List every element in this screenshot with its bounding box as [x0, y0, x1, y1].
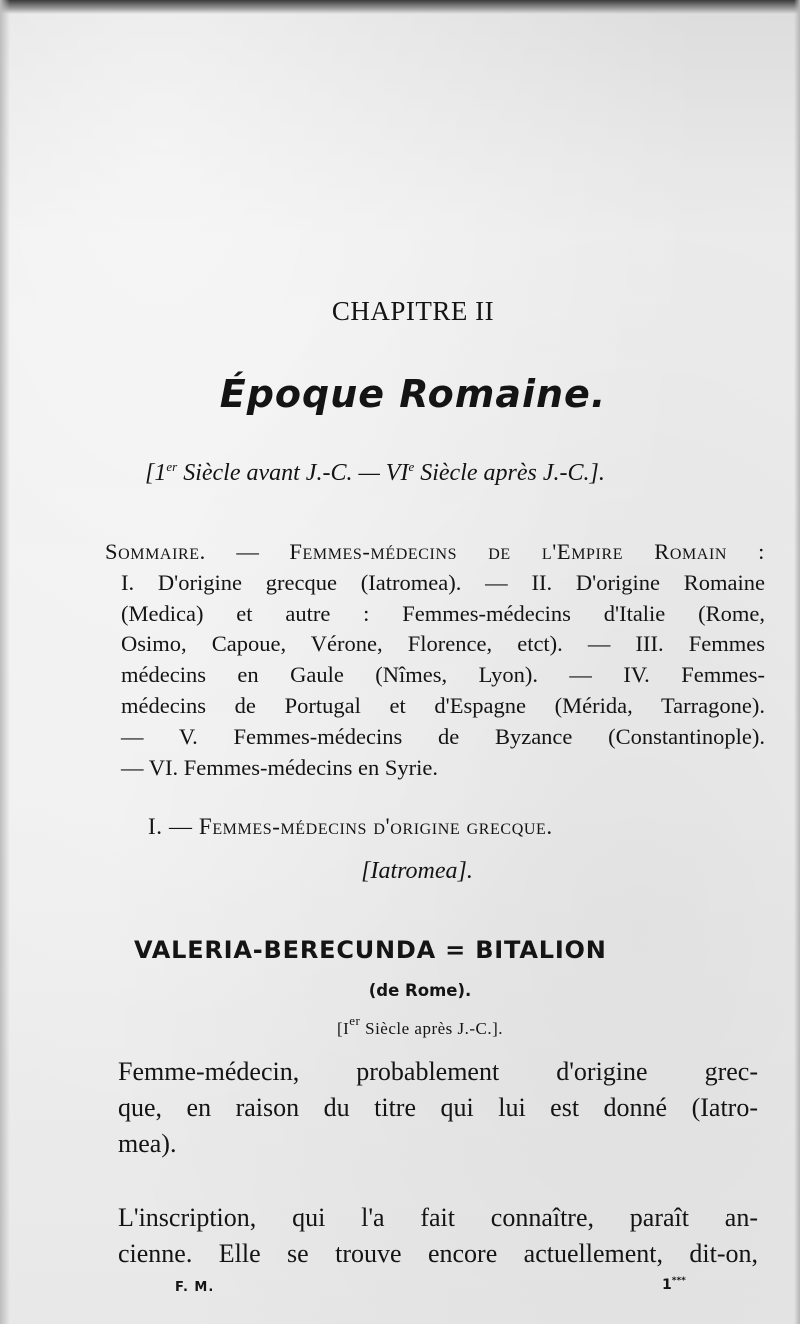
paragraph-line: Femme-médecin, probablement d'origine grec- [118, 1057, 758, 1086]
entry-century-prefix: [I [336, 1019, 350, 1038]
signature-mark: F. M. [175, 1280, 215, 1295]
chapter-heading: CHAPITRE II [331, 296, 495, 326]
entry-century [0, 1013, 800, 1039]
paragraph-line: mea). [118, 1129, 177, 1158]
section-number: I. — [148, 814, 199, 839]
entry-name: VALERIA-BERECUNDA = BITALION [134, 936, 607, 964]
paragraph-line: L'inscription, qui l'a fait connaître, paraît an- [118, 1203, 758, 1232]
section-subtitle: [Iatromea]. [361, 858, 473, 884]
page-number-stars: *** [671, 1276, 686, 1286]
period-sup-1: er [166, 459, 178, 474]
summary-line: — VI. Femmes-médecins en Syrie. [121, 754, 439, 780]
paragraph-1 [118, 1054, 758, 1162]
section-heading [148, 814, 553, 840]
period-ordinal-1: 1 [154, 460, 167, 486]
paragraph-line: cienne. Elle se trouve encore actuellement, dit-on, [118, 1239, 758, 1268]
paragraph-2 [118, 1200, 758, 1272]
page-number-value: 1 [662, 1277, 672, 1293]
period-sup-2: e [408, 459, 415, 474]
period-text-2: Siècle après J.-C.]. [414, 460, 605, 486]
summary-heading: Femmes-médecins de l'Empire Romain : [289, 539, 766, 564]
page-right-edge [794, 0, 800, 1324]
page-number [662, 1276, 686, 1293]
summary-line: médecins en Gaule (Nîmes, Lyon). — IV. Femmes- [121, 662, 765, 688]
period-ordinal-2: VI [385, 460, 409, 486]
summary-line: médecins de Portugal et d'Espagne (Mérida, Tarragone). [121, 692, 765, 718]
entry-origin: (de Rome). [368, 981, 472, 1000]
entry-century-sup: er [349, 1013, 361, 1028]
chapter-title: Époque Romaine. [219, 372, 607, 416]
period-text-1: Siècle avant J.-C. — [177, 460, 386, 486]
entry-century-suffix: Siècle après J.-C.]. [360, 1019, 504, 1038]
summary-heading-line [105, 537, 765, 568]
page-top-edge [0, 0, 800, 14]
section-title: Femmes-médecins d'origine grecque. [198, 814, 553, 839]
summary-line: (Medica) et autre : Femmes-médecins d'Italie (Rome, [121, 600, 765, 626]
summary-line: — V. Femmes-médecins de Byzance (Constantinople). [121, 723, 765, 749]
page-left-edge [0, 0, 10, 1324]
period-range [145, 459, 605, 487]
summary-line: Osimo, Capoue, Vérone, Florence, etct). — III. Femmes [121, 631, 765, 657]
summary-line: I. D'origine grecque (Iatromea). — II. D'origine Romaine [121, 569, 765, 595]
summary-dash: — [205, 539, 290, 564]
summary-label: Sommaire. [105, 539, 206, 564]
chapter-summary [105, 537, 765, 783]
paragraph-line: que, en raison du titre qui lui est donné (Iatro- [118, 1093, 758, 1122]
period-open: [ [145, 460, 155, 486]
